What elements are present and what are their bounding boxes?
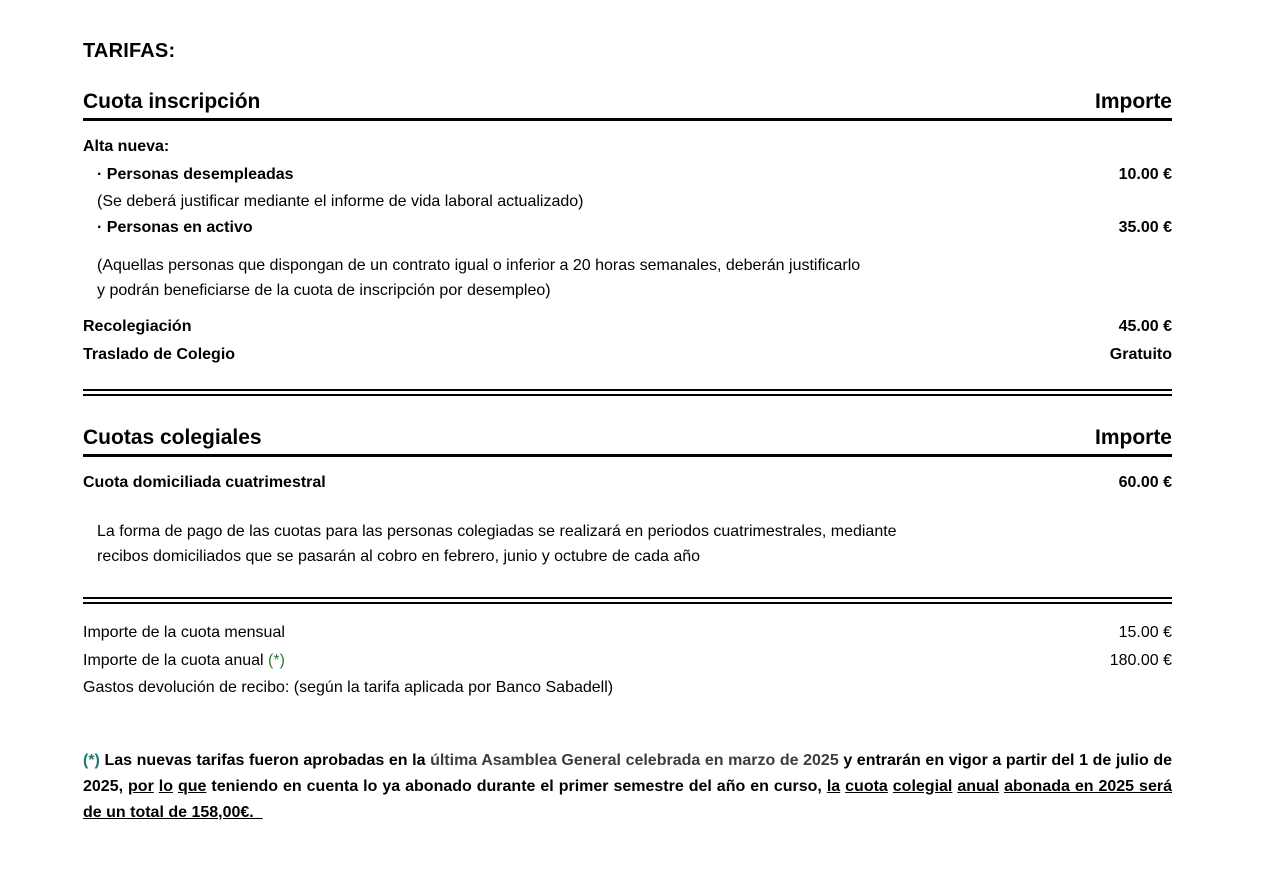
- footnote-segment: y entrarán en vigor a partir del 1 de julio de 2025,: [83, 751, 1172, 795]
- section-divider-1: [83, 389, 1172, 396]
- cuota-mensual-label: Importe de la cuota mensual: [83, 624, 285, 641]
- cuota-anual-value: 180.00 €: [1109, 651, 1172, 669]
- section-divider-2: [83, 597, 1172, 604]
- row-recolegiacion: [83, 313, 1172, 341]
- page-title: TARIFAS:: [83, 40, 176, 62]
- resumen-rows: [83, 619, 1172, 702]
- row-cuota-mensual: [83, 619, 1172, 647]
- section-title-inscripcion: Cuota inscripción: [83, 90, 261, 113]
- row-traslado: [83, 341, 1172, 369]
- alta-nueva-label: Alta nueva:: [83, 138, 170, 155]
- cuota-anual-label: [83, 647, 285, 675]
- footnote-segment: colegial: [892, 777, 953, 795]
- row-personas-desempleadas: [83, 161, 1172, 189]
- cuota-cuatrimestral-label: Cuota domiciliada cuatrimestral: [83, 474, 326, 491]
- footnote-segment: teniendo en cuenta lo ya abonado durante el primer semestre del año en curso,: [206, 777, 827, 795]
- footnote-segment: abonada en 2025 será de un total de 158,00€.: [83, 777, 1172, 821]
- footnote-segment: que: [177, 777, 207, 795]
- footnote-segment: por: [128, 777, 154, 795]
- row-gastos-devolucion: [83, 674, 1172, 702]
- footnote-segment: lo: [158, 777, 173, 795]
- recolegiacion-value: 45.00 €: [1118, 318, 1172, 335]
- gastos-devolucion-label: Gastos devolución de recibo: (según la tarifa aplicada por Banco Sabadell): [83, 679, 614, 696]
- section-header-inscripcion: [83, 90, 1172, 121]
- footnote-segment: la: [826, 777, 841, 795]
- note-activo: (Aquellas personas que dispongan de un contrato igual o inferior a 20 horas semanales, deberán justificarlo y podrán beneficiarse de la cuota de inscripción por desempleo): [97, 257, 861, 299]
- section-title-colegiales: Cuotas colegiales: [83, 426, 262, 449]
- note-desempleadas: (Se deberá justificar mediante el informe de vida laboral actualizado): [97, 193, 584, 210]
- footnote-segment: Las nuevas tarifas fueron aprobadas en la: [99, 751, 431, 769]
- personas-desempleadas-label: · Personas desempleadas: [97, 166, 294, 183]
- recolegiacion-label: Recolegiación: [83, 318, 192, 335]
- traslado-value: Gratuito: [1109, 346, 1172, 363]
- footnote-segment: (*): [83, 751, 100, 769]
- footnote: [83, 748, 1172, 826]
- cuota-mensual-value: 15.00 €: [1118, 624, 1172, 641]
- personas-desempleadas-value: 10.00 €: [1118, 166, 1172, 183]
- column-header-importe-2: Importe: [1094, 426, 1172, 449]
- footnote-segment: cuota: [845, 777, 888, 795]
- colegiales-rows: [83, 469, 1172, 569]
- column-header-importe-1: Importe: [1094, 90, 1172, 113]
- footnote-segment: última Asamblea General celebrada en marzo de 2025: [430, 751, 839, 769]
- payment-note: La forma de pago de las cuotas para las personas colegiadas se realizará en periodos cuatrimestrales, mediante recibos domiciliados que se pasarán al cobro en febrero, junio y octubre de cada año: [97, 523, 897, 565]
- personas-activo-value: 35.00 €: [1118, 219, 1172, 236]
- section-header-colegiales: [83, 426, 1172, 457]
- row-alta-nueva: [83, 133, 1172, 161]
- personas-activo-label: · Personas en activo: [97, 219, 253, 236]
- cuota-anual-star: (*): [268, 651, 285, 669]
- cuota-anual-text: Importe de la cuota anual: [83, 651, 269, 669]
- cuota-cuatrimestral-value: 60.00 €: [1118, 474, 1172, 491]
- inscripcion-rows: [83, 133, 1172, 369]
- footnote-segment: anual: [957, 777, 1000, 795]
- row-cuota-anual: [83, 647, 1172, 675]
- row-cuota-cuatrimestral: [83, 469, 1172, 497]
- row-personas-activo: [83, 214, 1172, 242]
- traslado-label: Traslado de Colegio: [83, 346, 236, 363]
